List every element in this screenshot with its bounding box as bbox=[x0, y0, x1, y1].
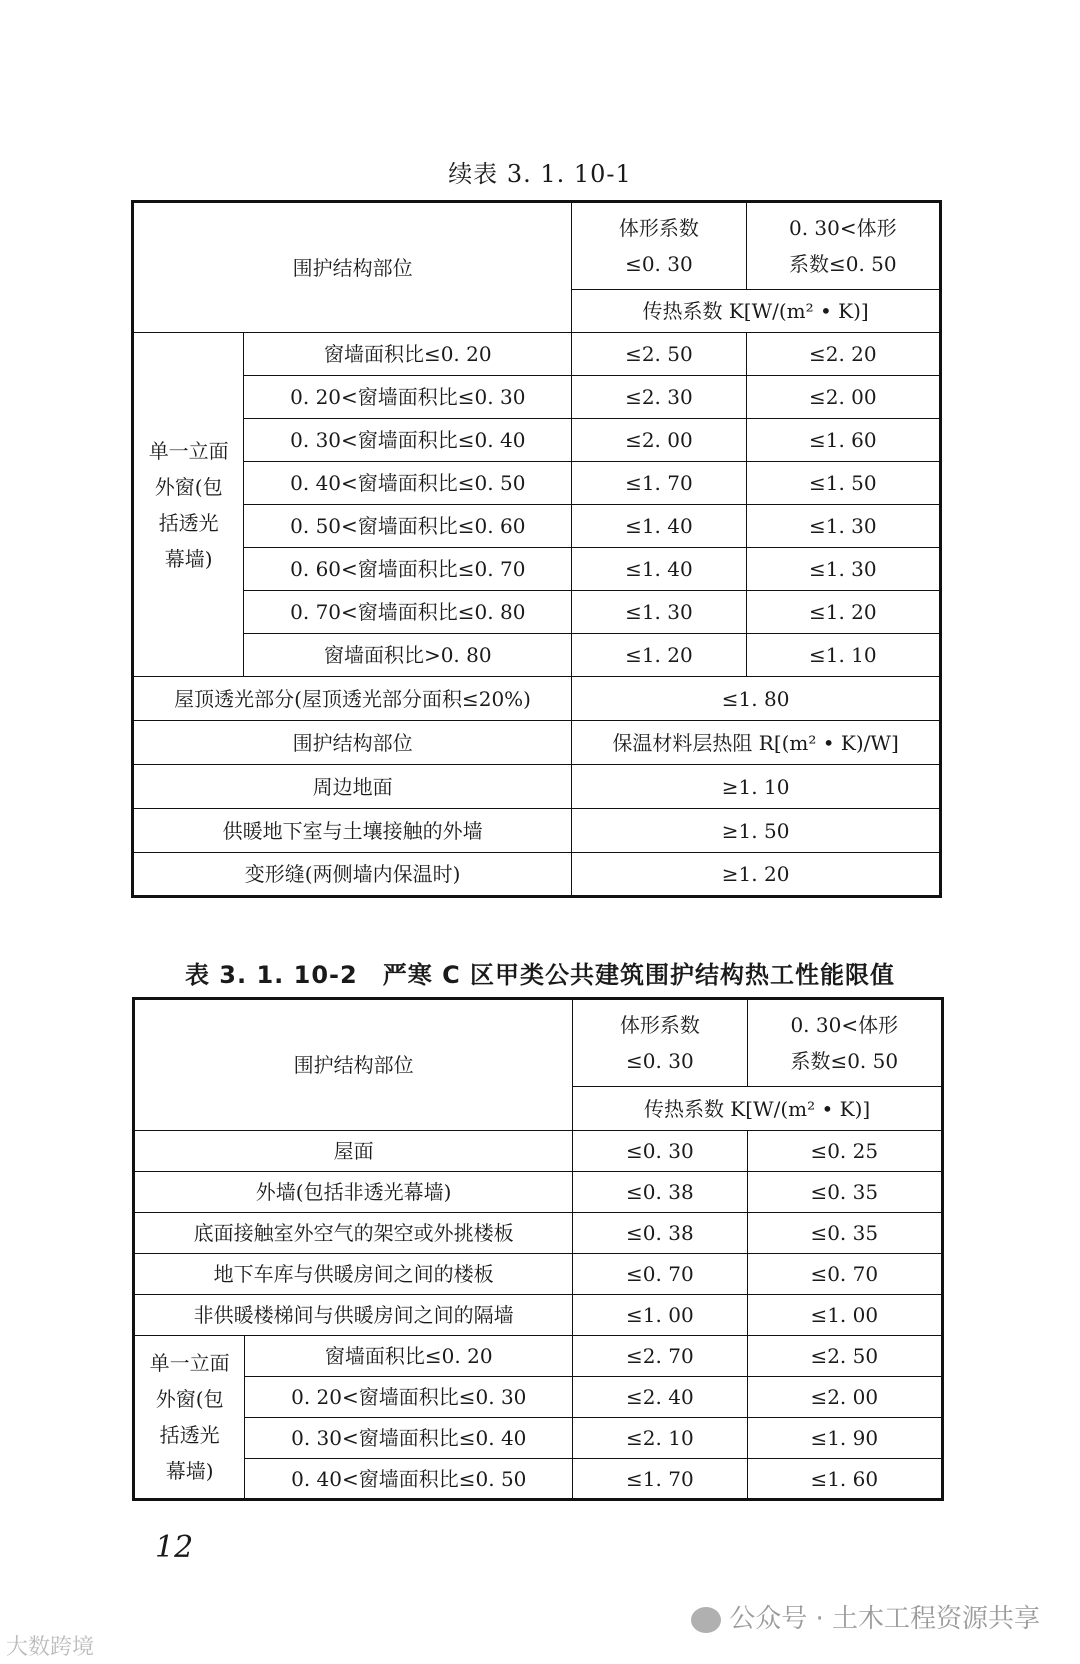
value-cell: ≤2. 00 bbox=[746, 376, 940, 419]
value-cell: ≤1. 60 bbox=[747, 1459, 942, 1500]
row-label: 0. 20<窗墙面积比≤0. 30 bbox=[245, 1377, 573, 1418]
row-label: 地下车库与供暖房间之间的楼板 bbox=[134, 1254, 573, 1295]
row-label: 非供暖楼梯间与供暖房间之间的隔墙 bbox=[134, 1295, 573, 1336]
row-label: 0. 40<窗墙面积比≤0. 50 bbox=[244, 462, 572, 505]
value-cell: ≥1. 20 bbox=[572, 853, 941, 897]
row-label: 供暖地下室与土壤接触的外墙 bbox=[133, 809, 572, 853]
value-cell: ≤2. 40 bbox=[573, 1377, 747, 1418]
row-label: 0. 40<窗墙面积比≤0. 50 bbox=[245, 1459, 573, 1500]
row-label: 0. 30<窗墙面积比≤0. 40 bbox=[245, 1418, 573, 1459]
value-cell: ≤1. 70 bbox=[572, 462, 746, 505]
value-cell: ≤1. 70 bbox=[573, 1459, 747, 1500]
value-cell: ≤1. 30 bbox=[746, 548, 940, 591]
header-shape-factor-high: 0. 30<体形 系数≤0. 50 bbox=[746, 202, 940, 290]
header-unit: 传热系数 K[W/(m² • K)] bbox=[572, 290, 941, 333]
value-cell: ≤1. 10 bbox=[746, 634, 940, 677]
value-cell: ≤0. 70 bbox=[747, 1254, 942, 1295]
value-cell: ≤0. 25 bbox=[747, 1131, 942, 1172]
roof-translucent-label: 屋顶透光部分(屋顶透光部分面积≤20%) bbox=[133, 677, 572, 721]
value-cell: ≤1. 90 bbox=[747, 1418, 942, 1459]
row-label: 外墙(包括非透光幕墙) bbox=[134, 1172, 573, 1213]
row-label: 窗墙面积比≤0. 20 bbox=[245, 1336, 573, 1377]
value-cell: ≥1. 50 bbox=[572, 809, 941, 853]
value-cell: ≤1. 30 bbox=[572, 591, 746, 634]
row-label: 周边地面 bbox=[133, 765, 572, 809]
row-label: 变形缝(两侧墙内保温时) bbox=[133, 853, 572, 897]
header-unit: 传热系数 K[W/(m² • K)] bbox=[573, 1087, 943, 1131]
value-cell: ≤2. 10 bbox=[573, 1418, 747, 1459]
header-shape-factor-low: 体形系数 ≤0. 30 bbox=[572, 202, 746, 290]
value-cell: ≤2. 20 bbox=[746, 333, 940, 376]
value-cell: ≤0. 38 bbox=[573, 1172, 747, 1213]
header-shape-factor-high: 0. 30<体形 系数≤0. 50 bbox=[747, 999, 942, 1087]
row-label: 屋面 bbox=[134, 1131, 573, 1172]
value-cell: ≤1. 30 bbox=[746, 505, 940, 548]
value-cell: ≤1. 00 bbox=[573, 1295, 747, 1336]
row-label: 0. 70<窗墙面积比≤0. 80 bbox=[244, 591, 572, 634]
roof-translucent-value: ≤1. 80 bbox=[572, 677, 941, 721]
value-cell: ≤1. 40 bbox=[572, 548, 746, 591]
window-group-label: 单一立面 外窗(包 括透光 幕墙) bbox=[133, 333, 244, 677]
watermark-right-text: 公众号 · 土木工程资源共享 bbox=[729, 1604, 1040, 1634]
value-cell: ≤2. 50 bbox=[572, 333, 746, 376]
row-label: 0. 60<窗墙面积比≤0. 70 bbox=[244, 548, 572, 591]
row-label: 0. 20<窗墙面积比≤0. 30 bbox=[244, 376, 572, 419]
header-part: 围护结构部位 bbox=[134, 999, 573, 1131]
page-number: 12 bbox=[155, 1530, 194, 1565]
watermark-left: 大数跨境 bbox=[6, 1635, 95, 1660]
value-cell: ≤2. 50 bbox=[747, 1336, 942, 1377]
row-label: 底面接触室外空气的架空或外挑楼板 bbox=[134, 1213, 573, 1254]
value-cell: ≤1. 20 bbox=[572, 634, 746, 677]
value-cell: ≤1. 60 bbox=[746, 419, 940, 462]
header2-part: 围护结构部位 bbox=[133, 721, 572, 765]
value-cell: ≤1. 50 bbox=[746, 462, 940, 505]
value-cell: ≤0. 35 bbox=[747, 1213, 942, 1254]
header2-unit: 保温材料层热阻 R[(m² • K)/W] bbox=[572, 721, 941, 765]
value-cell: ≤2. 70 bbox=[573, 1336, 747, 1377]
watermark-right bbox=[691, 1598, 1040, 1635]
table-3-1-10-2 bbox=[132, 997, 944, 1501]
value-cell: ≤0. 35 bbox=[747, 1172, 942, 1213]
value-cell: ≥1. 10 bbox=[572, 765, 941, 809]
header-shape-factor-low: 体形系数 ≤0. 30 bbox=[573, 999, 747, 1087]
window-group-label: 单一立面 外窗(包 括透光 幕墙) bbox=[134, 1336, 245, 1500]
value-cell: ≤1. 20 bbox=[746, 591, 940, 634]
wechat-icon bbox=[691, 1607, 721, 1633]
row-label: 0. 50<窗墙面积比≤0. 60 bbox=[244, 505, 572, 548]
header-part: 围护结构部位 bbox=[133, 202, 572, 333]
row-label: 窗墙面积比≤0. 20 bbox=[244, 333, 572, 376]
value-cell: ≤2. 00 bbox=[572, 419, 746, 462]
table1-caption: 续表 3. 1. 10-1 bbox=[448, 160, 632, 188]
value-cell: ≤0. 70 bbox=[573, 1254, 747, 1295]
value-cell: ≤2. 30 bbox=[572, 376, 746, 419]
row-label: 窗墙面积比>0. 80 bbox=[244, 634, 572, 677]
table-3-1-10-1-continued bbox=[131, 200, 942, 898]
value-cell: ≤1. 00 bbox=[747, 1295, 942, 1336]
value-cell: ≤0. 30 bbox=[573, 1131, 747, 1172]
table2-caption: 表 3. 1. 10-2 严寒 C 区甲类公共建筑围护结构热工性能限值 bbox=[184, 961, 896, 989]
value-cell: ≤0. 38 bbox=[573, 1213, 747, 1254]
value-cell: ≤2. 00 bbox=[747, 1377, 942, 1418]
value-cell: ≤1. 40 bbox=[572, 505, 746, 548]
row-label: 0. 30<窗墙面积比≤0. 40 bbox=[244, 419, 572, 462]
